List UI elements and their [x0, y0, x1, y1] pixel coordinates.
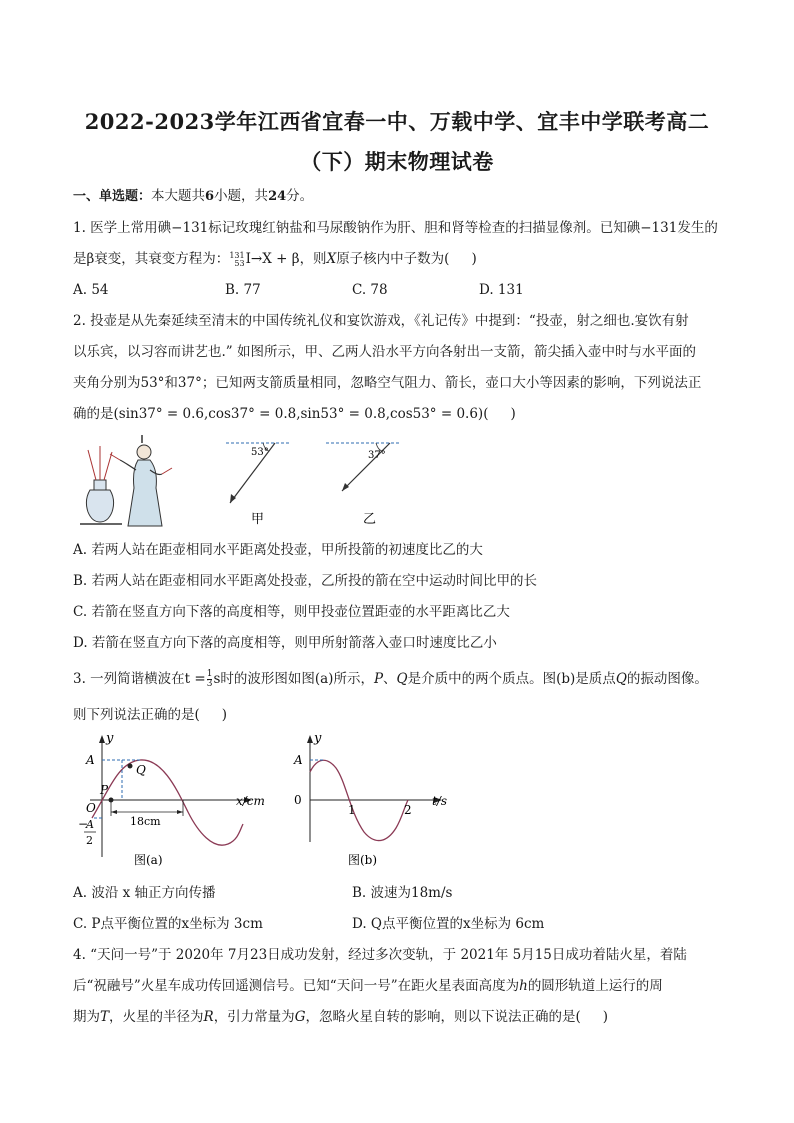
fig-a-y-label: y: [106, 732, 114, 746]
q3-option-a[interactable]: A. 波沿 x 轴正方向传播: [73, 885, 216, 901]
point-p: [109, 798, 114, 803]
label-yi: 乙: [363, 512, 377, 527]
q1-equation: I→X + β: [245, 251, 300, 267]
angle-jia-label: 53°: [251, 447, 269, 458]
point-q: [128, 764, 133, 769]
q1-nuclide-numbers: [229, 252, 244, 268]
q1-option-b[interactable]: B. 77: [225, 282, 261, 298]
q3-option-b[interactable]: B. 波速为18m/s: [352, 885, 453, 901]
q2-close-paren: ): [510, 406, 516, 422]
q3-close-paren: ): [221, 707, 228, 723]
q3-text-c: 是介质中的两个质点。图(b)是质点: [407, 671, 616, 687]
q4-close-paren: ): [602, 1009, 609, 1025]
q3-option-c[interactable]: C. P点平衡位置的x坐标为 3cm: [73, 916, 263, 932]
q3-t-den: 3: [206, 679, 213, 689]
fig-a-amp-label: A: [86, 753, 95, 767]
q1-charge-number: 53: [234, 258, 245, 268]
label-jia: 甲: [251, 512, 265, 527]
section-mid: 小题，共: [214, 188, 269, 204]
fig-b-tick-2: 2: [404, 803, 412, 817]
q2-option-d[interactable]: D. 若箭在竖直方向下落的高度相等，则甲所射箭落入壶口时速度比乙小: [73, 635, 497, 651]
q1-text-a: 是β衰变，其衰变方程为：: [73, 251, 230, 267]
q3-line2: [73, 706, 227, 724]
fig-b-y-label: y: [314, 732, 322, 746]
q3-time-fraction: [207, 670, 213, 689]
q3-text-d: 的振动图像。: [626, 671, 708, 687]
section-desc: 本大题共: [151, 188, 206, 204]
fig-a-q-label: Q: [136, 763, 146, 777]
fig-a-p-label: P: [100, 783, 109, 797]
q3-p: P: [373, 671, 384, 687]
fig-b-tick-1: 1: [348, 803, 356, 817]
q3-line2-text: 则下列说法正确的是(: [73, 707, 200, 723]
q1-line1: 1. 医学上常用碘−131标记玫瑰红钠盐和马尿酸钠作为肝、胆和肾等检查的扫描显像剂。已知碘−131发生的: [73, 220, 718, 236]
q2-text-a: 确的是(sin37° = 0.6,cos37° = 0.8,sin53° = 0.8,cos53° = 0.6)(: [73, 406, 489, 422]
q3-line1: [73, 670, 708, 689]
q3-option-d[interactable]: D. Q点平衡位置的x坐标为 6cm: [352, 916, 545, 932]
angle-yi-label: 37°: [368, 450, 386, 461]
q4-text-a: 后“祝融号”火星车成功传回遥测信号。已知“天问一号”在距火星表面高度为: [73, 978, 520, 994]
q2-line2: 以乐宾，以习容而讲艺也.” 如图所示，甲、乙两人沿水平方向各射出一支箭，箭尖插入壶中时与水平面的: [73, 344, 696, 360]
fig-a-span-label: 18cm: [130, 815, 161, 828]
fig-a-neg-den: 2: [86, 834, 93, 847]
q2-line4: [73, 405, 516, 423]
q1-mass-number: 131: [229, 250, 245, 260]
q4-line1: 4. “天问一号”于 2020年 7月23日成功发射，经过多次变轨，于 2021年 5月15日成功着陆火星，着陆: [73, 947, 687, 963]
q1-close-paren: ): [471, 251, 477, 267]
q4-h: h: [519, 978, 528, 994]
q3-figure-b: [290, 732, 460, 872]
q1-option-a[interactable]: A. 54: [73, 282, 109, 298]
fig-b-caption: 图(b): [348, 853, 378, 867]
q2-option-c[interactable]: C. 若箭在竖直方向下落的高度相等，则甲投壶位置距壶的水平距离比乙大: [73, 604, 510, 620]
fig-a-neg-sign: −: [78, 817, 89, 831]
q1-text-c: 原子核内中子数为(: [336, 251, 450, 267]
fig-a-origin: O: [86, 801, 96, 815]
q3-q: Q: [396, 671, 408, 687]
wave-curve-a: [92, 760, 243, 845]
q3-text-b: s时的波形图如图(a)所示，: [213, 671, 374, 687]
q4-line2: [73, 977, 663, 995]
q1-text-b: ，则: [299, 251, 327, 267]
q4-t: T: [100, 1009, 110, 1025]
q1-x-var: X: [326, 251, 337, 267]
q1-option-c[interactable]: C. 78: [352, 282, 388, 298]
q3-text-a: 3. 一列简谐横波在t =: [73, 671, 206, 687]
exam-title-line2: （下）期末物理试卷: [300, 149, 494, 174]
q4-text-f: ，忽略火星自转的影响，则以下说法正确的是(: [305, 1009, 581, 1025]
q4-text-c: 期为: [73, 1009, 100, 1025]
q3-sep: 、: [383, 671, 397, 687]
fig-b-zero: 0: [294, 793, 302, 807]
q4-text-b: 的圆形轨道上运行的周: [527, 978, 663, 994]
fig-b-t-label: t/s: [432, 794, 448, 808]
q4-text-d: ，火星的半径为: [109, 1009, 204, 1025]
q3-t-num: 1: [206, 669, 213, 679]
q3-figure-a: [78, 732, 278, 872]
section-label: 一、单选题：: [73, 189, 152, 204]
fig-b-amp-label: A: [294, 753, 303, 767]
fig-a-x-label: x/cm: [236, 794, 265, 808]
section-end: 分。: [286, 188, 314, 204]
q1-option-d[interactable]: D. 131: [479, 282, 524, 298]
q4-r: R: [203, 1009, 214, 1025]
q2-option-a[interactable]: A. 若两人站在距壶相同水平距离处投壶，甲所投箭的初速度比乙的大: [73, 542, 483, 558]
q2-figure: [70, 430, 430, 535]
q2-line1: 2. 投壶是从先秦延续至清末的中国传统礼仪和宴饮游戏，《礼记传》中提到：“投壶，射之细也.宴饮有射: [73, 313, 689, 329]
q1-line2: [73, 250, 477, 268]
q3-q2: Q: [615, 671, 627, 687]
q2-line3: 夹角分别为53°和37°；已知两支箭质量相同，忽略空气阻力、箭长，壶口大小等因素的影响，下列说法正: [73, 375, 702, 391]
fig-a-neg-num: A: [86, 818, 94, 831]
section-count: 6: [205, 189, 215, 204]
archer-illustration: [110, 435, 172, 526]
q2-option-b[interactable]: B. 若两人站在距壶相同水平距离处投壶，乙所投的箭在空中运动时间比甲的长: [73, 573, 538, 589]
section-header: [73, 187, 313, 206]
exam-title-line1: 2022-2023学年江西省宜春一中、万载中学、宜丰中学联考高二: [84, 109, 710, 134]
q4-g: G: [294, 1009, 306, 1025]
section-score: 24: [268, 189, 287, 204]
q4-text-e: ，引力常量为: [213, 1009, 295, 1025]
q4-line3: [73, 1008, 608, 1026]
fig-a-caption: 图(a): [134, 853, 163, 867]
